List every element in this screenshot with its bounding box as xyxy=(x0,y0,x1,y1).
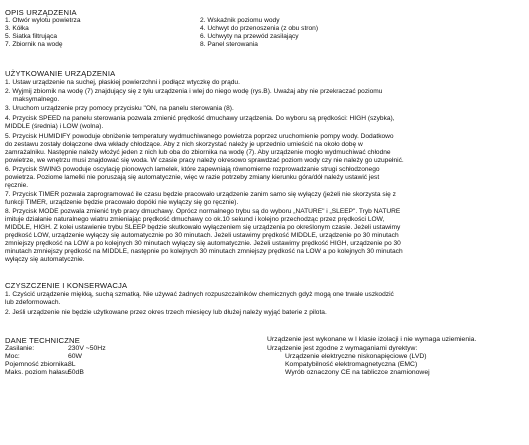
cleaning-line: 2. Jeśli urządzenie nie będzie użytkowane przez okres trzech miesięcy lub dłużej należy wyjąć baterie z pilota. xyxy=(5,309,327,316)
usage-line: powietrze, we wnętrzu musi znajdować się woda. W czasie pracy należy okresowo sprawdzać poziom wody czy nie należy go uzupełnić. xyxy=(5,157,404,164)
tech-label: Pojemność zbiornika: xyxy=(5,361,70,368)
usage-line: maksymalnego. xyxy=(13,96,60,103)
cleaning-line: 1. Czyścić urządzenie miękką, suchą szmatką. Nie używać żadnych rozpuszczalników chemicznych gdyż mogą one trwale uszkodzić xyxy=(5,291,394,298)
usage-line: MIDDLE (średnia) i LOW (wolna). xyxy=(5,123,104,130)
usage-line: 6. Przycisk SWING powoduje oscylację pionowych lamelek, które zapewniają równomierne rozprowadzanie strugi schłodzonego xyxy=(5,166,380,173)
part-item: 3. Kółka xyxy=(5,25,29,32)
compliance-item: Kompatybilność elektromagnetyczna (EMC) xyxy=(285,361,418,368)
usage-line: ręcznie. xyxy=(5,182,29,189)
part-item: 4. Uchwyt do przenoszenia (z obu stron) xyxy=(200,25,319,32)
usage-line: 5. Przycisk HUMIDIFY powoduje obniżenie temperatury wydmuchiwanego powietrza poprzez uruchomienie pompy wody. Dodatkowo xyxy=(5,133,394,140)
usage-line: funkcji TIMER, urządzenie będzie pracowało dopóki nie wyłączy się go ręcznie). xyxy=(5,199,239,206)
tech-value: 50dB xyxy=(68,369,84,376)
part-item: 6. Uchwyty na przewód zasilający xyxy=(200,33,299,40)
usage-line: minutach zmniejszy prędkość na MIDDLE, następnie po kolejnych 30 minutach zmniejszy prędkość na LOW a po kolejnych 30 minutach xyxy=(5,248,403,255)
usage-line: powietrza. Poziome lamelki nie poruszają się automatycznie, więc w razie potrzeby zmiany kierunku góra/dół należy ustawić jest xyxy=(5,174,380,181)
part-item: 2. Wskaźnik poziomu wody xyxy=(200,17,280,24)
usage-line: 4. Przycisk SPEED na panelu sterowania pozwala zmienić prędkość dmuchawy urządzenia. Do wyboru są prędkości: HIGH (szybka), xyxy=(5,115,395,122)
usage-line: wyłączy się automatycznie. xyxy=(5,256,85,263)
usage-line: 1. Ustaw urządzenie na suchej, płaskiej powierzchni i podłącz wtyczkę do prądu. xyxy=(5,79,240,86)
part-item: 1. Otwór wylotu powietrza xyxy=(5,17,81,24)
usage-line: do zestawu zostały dołączone dwa wkłady chłodzące. Aby z nich skorzystać należy je uprzednio umieścić na około dobę w xyxy=(5,141,363,148)
tech-value: 60W xyxy=(68,353,82,360)
parts-heading: OPIS URZĄDZENIA xyxy=(5,8,77,17)
usage-line: imituje działanie naturalnego wiatru zmieniając prędkość dmuchawy co ok.10 sekund i kolejno przechodząc przez prędkości LOW, xyxy=(5,216,385,223)
part-item: 7. Zbiornik na wodę xyxy=(5,41,63,48)
usage-line: prędkość LOW, urządzenie wyłączy się automatycznie po 30 minutach. Jeżeli ustawimy prędkość MIDDLE, urządzenie po 30 minutach xyxy=(5,232,399,239)
part-item: 8. Panel sterowania xyxy=(200,41,258,48)
usage-line: 2. Wyjmij zbiornik na wodę (7) znajdujący się z tyłu urządzenia i wlej do niego wodę (rys.B). Uważaj aby nie przekraczać poziomu xyxy=(5,88,383,95)
tech-label: Maks. poziom hałasu: xyxy=(5,369,71,376)
part-item: 5. Siatka filtrująca xyxy=(5,33,58,40)
tech-label: Moc: xyxy=(5,353,20,360)
compliance-line: Urządzenie jest wykonane w I klasie izolacji i nie wymaga uziemienia. xyxy=(267,336,477,343)
cleaning-heading: CZYSZCZENIE I KONSERWACJA xyxy=(5,281,128,290)
usage-line: zamrażalniku. Następnie należy włożyć jeden z nich lub oba do zbiornika na wodę (7). Aby urządzenie mogło wydmuchiwać chłodne xyxy=(5,149,391,156)
compliance-item: Urządzenie elektryczne niskonapięciowe (LVD) xyxy=(285,353,427,360)
compliance-line: Urządzenie jest zgodne z wymaganiami dyrektyw: xyxy=(267,345,418,352)
usage-line: zmniejszy prędkość na LOW a po kolejnych 30 minutach wyłączy się automatycznie. Jeżeli ustawimy prędkość HIGH, urządzenie po 30 xyxy=(5,240,401,247)
usage-line: 7. Przycisk TIMER pozwala zaprogramować ile czasu będzie pracowało urządzenie zanim samo się wyłączy (jeżeli nie skorzysta się z xyxy=(5,191,396,198)
compliance-item: Wyrób oznaczony CE na tabliczce znamionowej xyxy=(285,369,430,376)
cleaning-line: lub zdeformowach. xyxy=(5,299,61,306)
usage-line: MIDDLE, HIGH. Z kolei ustawienie trybu SLEEP będzie skutkowało wyłączeniem się urządzenia po określonym czasie. Jeżeli ustawimy xyxy=(5,224,401,231)
tech-value: 8L xyxy=(68,361,76,368)
tech-label: Zasilanie: xyxy=(5,345,35,352)
tech-heading: DANE TECHNICZNE xyxy=(5,336,81,345)
usage-line: 3. Uruchom urządzenie przy pomocy przycisku "ON, na panelu sterowania (8). xyxy=(5,105,234,112)
usage-line: 8. Przycisk MODE pozwala zmienić tryb pracy dmuchawy. Oprócz normalnego trybu są do wyboru „NATURE" i „SLEEP". Tryb NATURE xyxy=(5,208,401,215)
usage-heading: UŻYTKOWANIE URZĄDZENIA xyxy=(5,69,116,78)
tech-value: 230V ~50Hz xyxy=(68,345,106,352)
